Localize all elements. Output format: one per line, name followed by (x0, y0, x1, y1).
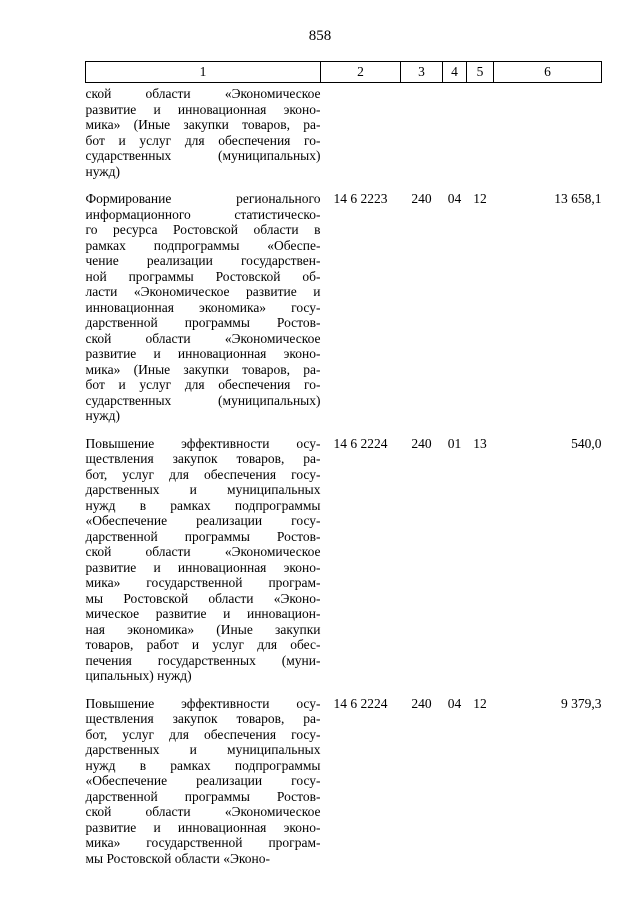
description-line: бот, услуг для обеспечения госу- (85, 466, 321, 482)
description-cell (86, 179, 321, 424)
description-line: нужд в рамках подпрограммы (85, 497, 321, 513)
table-header-row (86, 62, 602, 83)
amount-cell: 13 658,1 (554, 191, 602, 206)
description-line: ществления закупок товаров, ра- (85, 451, 321, 466)
page-number: 858 (308, 28, 332, 44)
subsection-cell: 13 (473, 435, 487, 451)
description-line: мика» государственной програм- (85, 835, 321, 850)
description-line: «Обеспечение реализации госу- (85, 773, 321, 788)
description-line: мика» (Иные закупки товаров, ра- (85, 117, 321, 132)
subsection-cell: 12 (473, 191, 487, 206)
description-line: бот и услуг для обеспечения го- (85, 132, 321, 148)
description-line: бот, услуг для обеспечения госу- (85, 726, 321, 742)
description-line: ществления закупок товаров, ра- (85, 711, 321, 726)
description-line: дарственных и муниципальных (85, 482, 321, 497)
section-cell: 01 (447, 435, 462, 451)
description-line: ципальных) нужд) (85, 668, 192, 683)
description-line: чение реализации государствен- (85, 253, 321, 268)
description-line: дарственной программы Ростов- (85, 315, 321, 330)
description-line: ной программы Ростовской об- (85, 268, 321, 284)
description-line: ная экономика» (Иные закупки (85, 621, 321, 637)
amount-cell: 9 379,3 (561, 695, 602, 711)
budget-table (85, 61, 602, 866)
program-code-cell: 14 6 2224 (333, 695, 388, 711)
column-header-1: 1 (86, 62, 321, 83)
column-header-4: 4 (443, 62, 467, 83)
description-line: нужд в рамках подпрограммы (85, 757, 321, 773)
description-line: ской области «Экономическое (85, 330, 321, 346)
description-line: дарственных и муниципальных (85, 742, 321, 757)
expense-type-cell (401, 83, 443, 180)
column-header-2: 2 (321, 62, 401, 83)
description-line: дарственной программы Ростов- (85, 788, 321, 804)
description-line: мы Ростовской области «Эконо- (85, 590, 321, 606)
table-row (86, 424, 602, 684)
description-line: нужд) (85, 408, 120, 423)
description-line: ласти «Экономическое развитие и (85, 284, 321, 299)
description-line: Повышение эффективности осу- (85, 695, 321, 711)
column-header-6: 6 (494, 62, 602, 83)
column-header-3: 3 (401, 62, 443, 83)
description-line: развитие и инновационная эконо- (85, 559, 321, 575)
amount-cell: 540,0 (571, 435, 602, 451)
description-line: ской области «Экономическое (85, 544, 321, 559)
program-code-cell: 14 6 2224 (333, 435, 388, 451)
expense-type-cell: 240 (411, 695, 432, 711)
description-line: Повышение эффективности осу- (85, 435, 321, 451)
description-line: сударственных (муниципальных) (85, 148, 321, 163)
description-line: Формирование регионального (85, 191, 321, 206)
description-cell (86, 83, 321, 180)
description-cell (86, 684, 321, 867)
description-line: мика» государственной програм- (85, 575, 321, 590)
description-line: мы Ростовской области «Эконо- (85, 850, 270, 866)
description-line: ской области «Экономическое (85, 86, 321, 101)
section-cell (443, 83, 467, 180)
description-cell (86, 424, 321, 684)
description-line: развитие и инновационная эконо- (85, 346, 321, 361)
description-line: мическое развитие и инновацион- (85, 606, 321, 621)
program-code-cell: 14 6 2223 (333, 191, 388, 206)
description-line: печения государственных (муни- (85, 652, 321, 668)
program-code-cell (321, 83, 401, 180)
subsection-cell (467, 83, 494, 180)
description-line: информационного статистическо- (85, 206, 321, 222)
description-line: сударственных (муниципальных) (85, 392, 321, 408)
subsection-cell: 12 (473, 695, 487, 711)
table-row (86, 83, 602, 180)
description-line: нужд) (85, 163, 120, 179)
section-cell: 04 (447, 191, 462, 206)
description-line: «Обеспечение реализации госу- (85, 513, 321, 528)
description-line: дарственной программы Ростов- (85, 528, 321, 544)
expense-type-cell: 240 (411, 435, 432, 451)
table-row (86, 179, 602, 424)
description-line: го ресурса Ростовской области в (85, 222, 321, 237)
description-line: бот и услуг для обеспечения го- (85, 377, 321, 392)
description-line: товаров, работ и услуг для обес- (85, 637, 321, 652)
column-header-5: 5 (467, 62, 494, 83)
description-line: ской области «Экономическое (85, 804, 321, 819)
table-body (86, 83, 602, 867)
table-row (86, 684, 602, 867)
description-line: развитие и инновационная эконо- (85, 819, 321, 835)
description-line: инновационная экономика» госу- (85, 299, 321, 315)
section-cell: 04 (447, 695, 462, 711)
description-line: рамках подпрограммы «Обеспе- (85, 237, 321, 253)
amount-cell (494, 83, 602, 180)
description-line: мика» (Иные закупки товаров, ра- (85, 361, 321, 377)
description-line: развитие и инновационная эконо- (85, 101, 321, 117)
expense-type-cell: 240 (411, 191, 432, 206)
